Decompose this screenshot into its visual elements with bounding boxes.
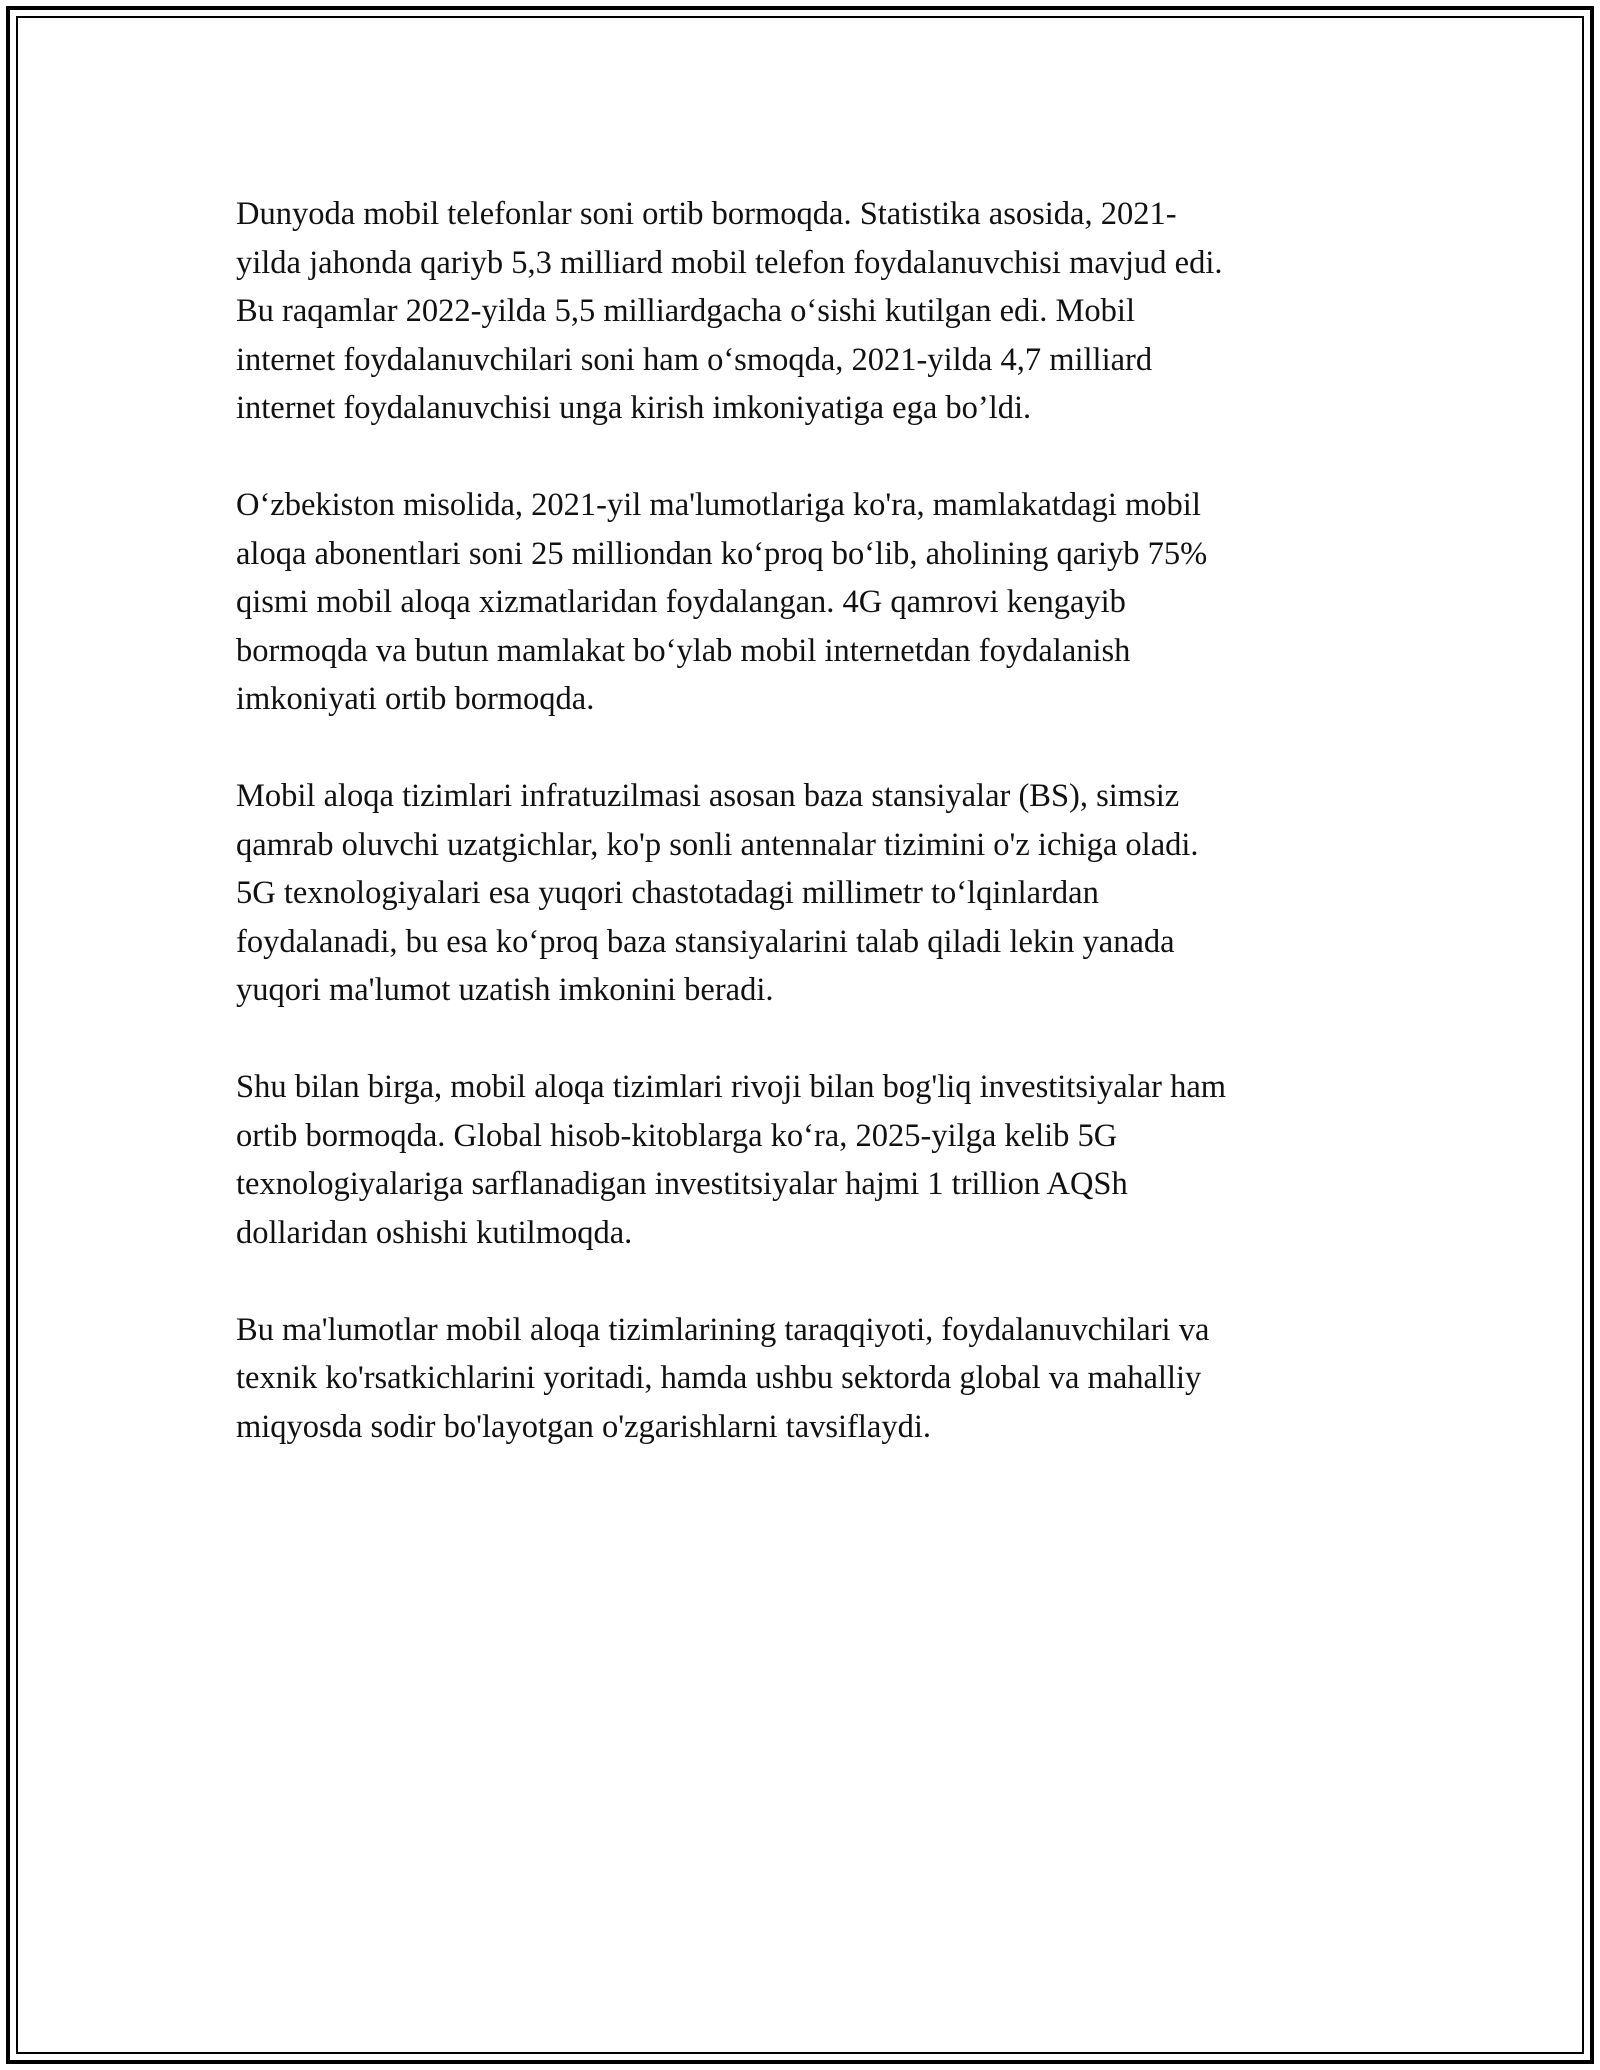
paragraph-line: texnik ko'rsatkichlarini yoritadi, hamda ushbu sektorda global va mahalliy (236, 1360, 1202, 1396)
paragraph-4 (236, 1063, 1366, 1257)
paragraph-line: dollaridan oshishi kutilmoqda. (236, 1214, 633, 1251)
paragraph-line: yuqori ma'lumot uzatish imkonini beradi. (236, 972, 774, 1008)
paragraph-5 (236, 1306, 1366, 1452)
paragraph-line: Shu bilan birga, mobil aloqa tizimlari rivoji bilan bog'liq investitsiyalar ham (236, 1069, 1227, 1105)
document-body (236, 190, 1366, 1500)
paragraph-line: yilda jahonda qariyb 5,3 milliard mobil telefon foydalanuvchisi mavjud edi. (236, 244, 1223, 281)
paragraph-line: internet foydalanuvchisi unga kirish imkoniyatiga ega bo’ldi. (236, 390, 1032, 426)
paragraph-2 (236, 481, 1366, 724)
paragraph-line: Bu raqamlar 2022-yilda 5,5 milliardgacha oʻsishi kutilgan edi. Mobil (236, 293, 1135, 329)
paragraph-line: foydalanadi, bu esa koʻproq baza stansiyalarini talab qiladi lekin yanada (236, 923, 1175, 960)
paragraph-line: bormoqda va butun mamlakat boʻylab mobil internetdan foydalanish (236, 632, 1131, 669)
paragraph-line: ortib bormoqda. Global hisob-kitoblarga koʻra, 2025-yilga kelib 5G (236, 1117, 1118, 1154)
paragraph-line: miqyosda sodir bo'layotgan o'zgarishlarni tavsiflaydi. (236, 1408, 931, 1445)
paragraph-line: Oʻzbekiston misolida, 2021-yil ma'lumotlariga ko'ra, mamlakatdagi mobil (236, 487, 1201, 523)
paragraph-line: Mobil aloqa tizimlari infratuzilmasi asosan baza stansiyalar (BS), simsiz (236, 778, 1180, 814)
paragraph-line: 5G texnologiyalari esa yuqori chastotadagi millimetr toʻlqinlardan (236, 875, 1099, 911)
paragraph-line: aloqa abonentlari soni 25 milliondan koʻproq boʻlib, aholining qariyb 75% (236, 535, 1208, 572)
paragraph-3 (236, 772, 1366, 1015)
paragraph-line: Dunyoda mobil telefonlar soni ortib bormoqda. Statistika asosida, 2021- (236, 196, 1177, 232)
paragraph-line: imkoniyati ortib bormoqda. (236, 681, 595, 717)
paragraph-line: qamrab oluvchi uzatgichlar, ko'p sonli antennalar tizimini o'z ichiga oladi. (236, 826, 1199, 863)
paragraph-line: internet foydalanuvchilari soni ham oʻsmoqda, 2021-yilda 4,7 milliard (236, 341, 1153, 378)
paragraph-line: Bu ma'lumotlar mobil aloqa tizimlarining taraqqiyoti, foydalanuvchilari va (236, 1311, 1210, 1348)
paragraph-line: texnologiyalariga sarflanadigan investitsiyalar hajmi 1 trillion AQSh (236, 1166, 1128, 1202)
paragraph-line: qismi mobil aloqa xizmatlaridan foydalangan. 4G qamrovi kengayib (236, 584, 1126, 620)
paragraph-1 (236, 190, 1366, 433)
